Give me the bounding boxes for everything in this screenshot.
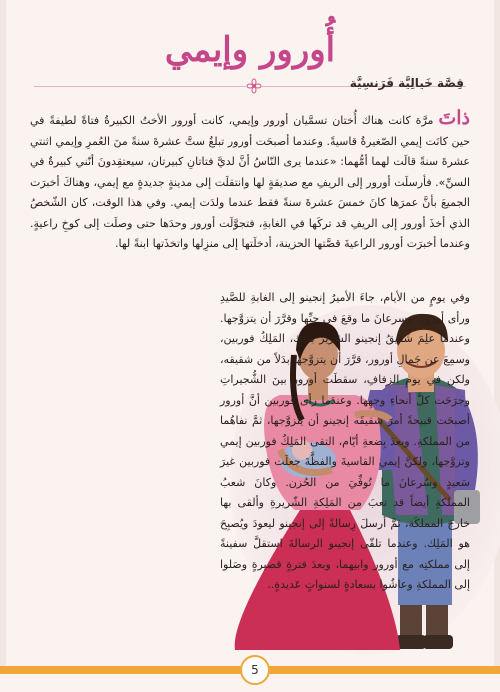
- paragraph-main-text: وفي يومٍ من الأيام، جاءَ الأميرُ إنجينو إلى الغابةِ للصَّيدِ ورأى أورور، وسرعانَ ما وقعَ في حبِّها وقرَّرَ أن يتزوَّجها. وعندما علِمَ شَقيقُ إنجينو الشريرُ بذلك، المَلِكُ فوربين، وسمِعَ عن جَمالِ أورور، قرَّرَ أن يتزوَّجها بدَلاً من شقيقه، ولكن في يومِ الزفافِ، سقطَت أورور بينَ الشُّجيراتِ وجرَحَت كلَّ أنحاءِ وجهِها. وعندَما رأى فوربين أنَّ أورور أصبحَت قبيحةً أمرَ شقيقَه إنجينو أن يتزوَّجها، ثمَّ نفاهُما من المملكةِ. وبعدَ بِضعةِ أيّام، التقى المَلِكُ فوربين إيمي وتزوَّجها، ولكنَّ إيمي القاسيةَ والفظَّةَ جعلَت فوربين غيرَ سَعيدٍ وسُرعانَ ما تُوفِّيَ من الحُزن. وكانَ شعبُ المملكةِ أيضاً قد تعبَ من المَلِكةِ الشّريرةِ وألقى بها خارجَ المملكَة، ثمَّ أرسلَ رِسالةً إلى إنجينو ليعودَ ويُصبِحَ هو المَلِك. وعندما تلقّى إنجينو الرسالةَ استقلَّ سفينةً إلى مملكتِه مع أورور وابنِهما، وبعدَ فترةٍ قصيرةٍ وصَلوا إلى المملكةِ وعاشُوا بسعادةٍ لسنواتٍ عَديدةٍ..: [220, 291, 470, 591]
- paragraph-intro-text: مرَّة كانت هناك أُختان تسمَّيان أورور وإيمي، كانت أورور الأختُ الكبيرةُ فتاةً لطيفةً في حين كانَت إيمي الصّغيرةُ قاسيةً. وعندما أصبحَت أورور تبلغُ ستَّ عشرةَ سنةً منَ العُمرِ وإيمي اثنتي عشرةَ سنةً قالَت لهما أمُّهما: «عندما يرى النّاسُ أنَّ لديَّ فتاتانِ كبيرتان، سيعتقِدونَ أنّني كبيرةٌ في السنِّ». فأرسلَت أورور إلى الريفِ مع صديقةٍ لها وانتقلَت إلى مدينةٍ جديدةٍ مع إيمي، وهناكَ أخبرَت الجميعَ بأنَّ عمرَها كانَ خمسَ عشرةَ سنةً فقط عندما ولدَت إيمي. وفي هذا الوقت، كان الشّخصُ الذي أخذَ أورور إلى الريفِ قد تركَها في الغابةِ، فتجوَّلَت أورور وحدَها حتى وصلَت إلى كوخِ راعيةٍ. وعندما أخبرَت أورور الراعيةَ قصَّتها الحزينة، أدخلَتها إلى منزِلها واتخذَتها ابنةً لها.: [30, 114, 470, 250]
- flower-ornament-icon: [246, 78, 262, 94]
- illustration-text-wrap: [30, 288, 220, 648]
- story-subtitle: قِصَّة خَيالِيَّة فَرَنسِيَّة: [349, 76, 464, 90]
- paragraph-main: [30, 288, 470, 648]
- page-edge-left: [0, 0, 6, 692]
- drop-cap: ذاتَ: [438, 107, 470, 129]
- paragraph-intro: [30, 108, 470, 255]
- page-number: 5: [240, 655, 270, 685]
- story-title: أُورور وإيمي: [164, 30, 336, 70]
